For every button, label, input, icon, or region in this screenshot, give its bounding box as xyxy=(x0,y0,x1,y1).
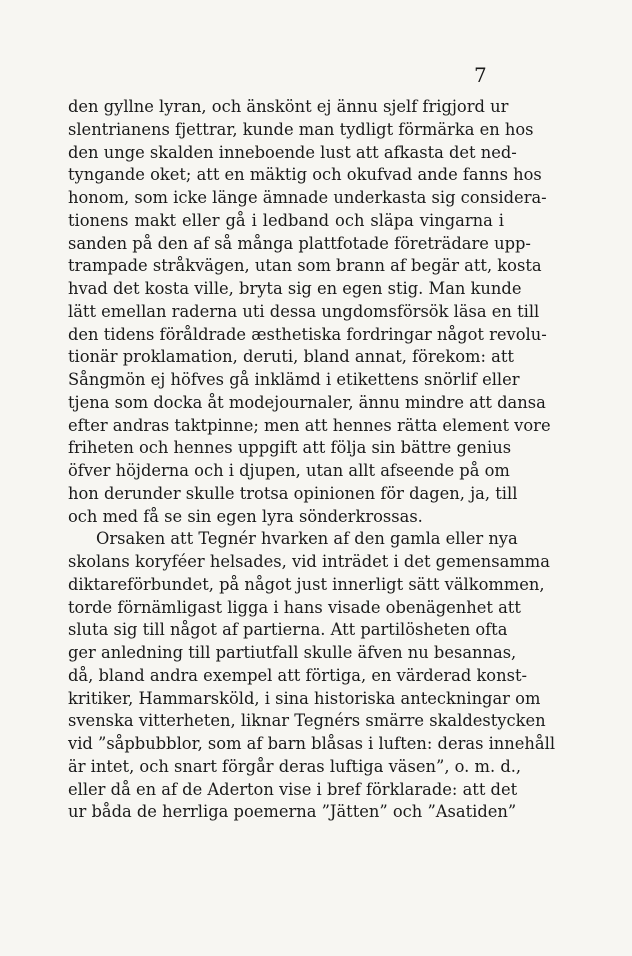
text-line: kritiker, Hammarsköld, i sina historiska anteckningar om xyxy=(68,688,541,708)
text-line: eller då en af de Aderton vise i bref förklarade: att det xyxy=(68,779,518,799)
page-number: 7 xyxy=(474,63,487,87)
text-line: trampade stråkvägen, utan som brann af begär att, kosta xyxy=(68,256,542,276)
text-line: sluta sig till något af partierna. Att partilösheten ofta xyxy=(68,620,508,640)
text-line: skolans koryféer helsades, vid inträdet i det gemensamma xyxy=(68,552,550,571)
text-line: Sångmön ej höfves gå inklämd i etikettens snörlif eller xyxy=(68,370,520,389)
text-line: Orsaken att Tegnér hvarken af den gamla eller nya xyxy=(96,529,518,549)
text-line: tionens makt eller gå i ledband och släpa vingarna i xyxy=(68,210,504,230)
text-line: och med få se sin egen lyra sönderkrossas. xyxy=(68,506,423,526)
text-line: då, bland andra exempel att förtiga, en värderad konst- xyxy=(68,665,527,685)
text-line: ger anledning till partiutfall skulle äfven nu besannas, xyxy=(68,643,517,662)
text-line: öfver höjderna och i djupen, utan allt afseende på om xyxy=(68,461,510,480)
text-line: den tidens föråldrade æsthetiska fordringar något revolu- xyxy=(68,324,547,344)
text-line: svenska vitterheten, liknar Tegnérs smärre skaldestycken xyxy=(68,711,546,731)
body-text xyxy=(68,96,556,824)
text-line: tjena som docka åt modejournaler, ännu mindre att dansa xyxy=(68,392,546,412)
text-line: tionär proklamation, deruti, bland annat, förekom: att xyxy=(68,347,514,367)
text-line: är intet, och snart förgår deras luftiga väsen”, o. m. d., xyxy=(68,756,522,776)
text-line: slentrianens fjettrar, kunde man tydligt förmärka en hos xyxy=(68,119,534,139)
text-line: diktareförbundet, på något just innerligt sätt välkommen, xyxy=(68,574,545,594)
text-line: friheten och hennes uppgift att följa sin bättre genius xyxy=(68,438,512,458)
text-line: hvad det kosta ville, bryta sig en egen stig. Man kunde xyxy=(68,279,522,298)
text-line: honom, som icke länge ämnade underkasta sig considera- xyxy=(68,188,547,207)
text-line: efter andras taktpinne; men att hennes rätta element vore xyxy=(68,415,551,435)
text-line: tyngande oket; att en mäktig och okufvad ande fanns hos xyxy=(68,165,542,185)
text-line: lätt emellan raderna uti dessa ungdomsförsök läsa en till xyxy=(68,301,540,321)
text-line: torde förnämligast ligga i hans visade obenägenhet att xyxy=(68,597,521,617)
text-line: sanden på den af så många plattfotade företrädare upp- xyxy=(68,233,531,253)
text-line: den gyllne lyran, och änskönt ej ännu sjelf frigjord ur xyxy=(68,97,509,116)
text-line: ur båda de herrliga poemerna ”Jätten” och ”Asatiden” xyxy=(68,802,517,822)
text-line: hon derunder skulle trotsa opinionen för dagen, ja, till xyxy=(68,483,518,503)
text-line: den unge skalden inneboende lust att afkasta det ned- xyxy=(68,142,517,162)
text-line: vid ”såpbubblor, som af barn blåsas i luften: deras innehåll xyxy=(68,734,556,753)
